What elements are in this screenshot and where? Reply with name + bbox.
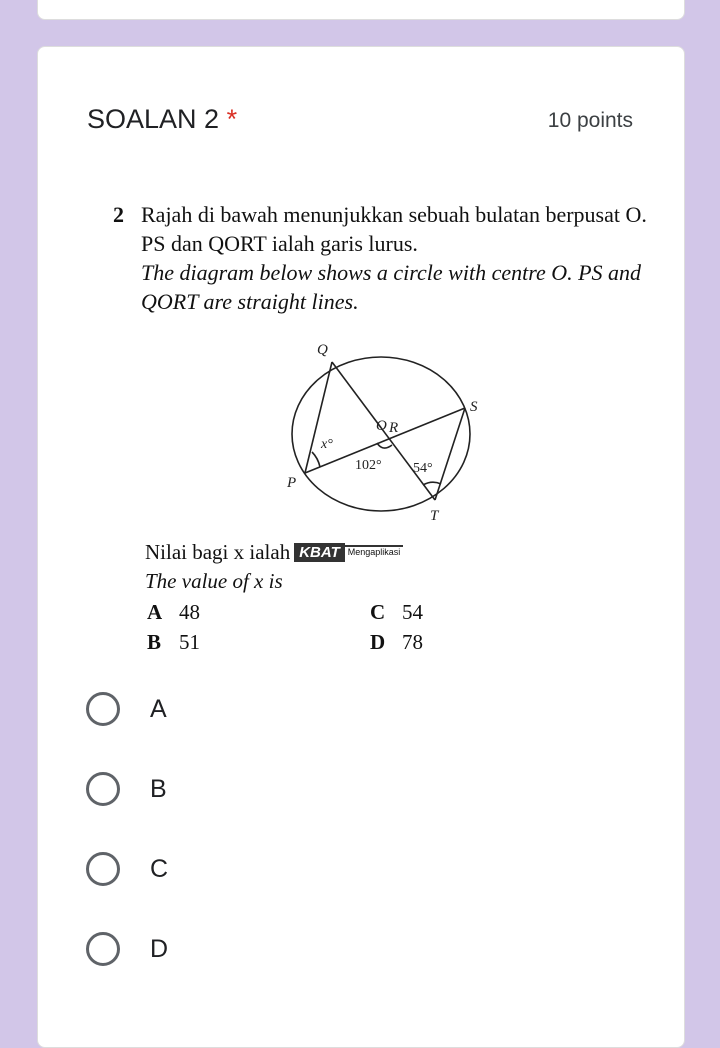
previous-card <box>37 0 685 20</box>
text-english: The diagram below shows a circle with centre O. PS and QORT are straight lines. <box>141 260 642 314</box>
option-label: A <box>150 694 167 723</box>
option-label: D <box>150 934 169 963</box>
question-number: 2 <box>113 202 124 227</box>
kbat-badge: KBAT <box>294 543 345 562</box>
option-C[interactable] <box>86 852 168 886</box>
choice-C: C 54 <box>370 600 423 624</box>
arc-x <box>312 452 320 467</box>
arc-54 <box>423 482 441 485</box>
choice-B: B 51 <box>147 630 200 654</box>
label-P: P <box>287 475 297 491</box>
label-R: R <box>389 420 399 436</box>
arc-102 <box>377 443 392 448</box>
label-O: O <box>376 418 387 434</box>
prompt-malay: Nilai bagi x ialah <box>145 540 291 564</box>
option-label: B <box>150 774 167 803</box>
points-label: 10 points <box>547 109 633 132</box>
radio-button[interactable] <box>86 692 120 726</box>
choice-D: D 78 <box>370 630 423 654</box>
radio-button[interactable] <box>86 932 120 966</box>
radio-button[interactable] <box>86 852 120 886</box>
option-B[interactable] <box>86 772 167 806</box>
question-title: SOALAN 2 * <box>87 104 238 134</box>
option-D[interactable] <box>86 932 168 966</box>
label-x: x° <box>321 437 333 452</box>
prompt-english: The value of x is <box>145 569 283 593</box>
option-A[interactable] <box>86 692 167 726</box>
label-T: T <box>430 508 439 524</box>
circle <box>292 357 470 511</box>
label-S: S <box>470 399 478 415</box>
option-label: C <box>150 854 169 883</box>
prompt <box>145 540 403 594</box>
text-malay: Rajah di bawah menunjukkan sebuah bulatan berpusat O. PS dan QORT ialah garis lurus. <box>141 202 647 256</box>
label-54: 54° <box>413 461 433 476</box>
required-mark: * <box>226 104 238 134</box>
radio-button[interactable] <box>86 772 120 806</box>
badge-sub: Mengaplikasi <box>345 545 404 557</box>
circle-diagram <box>270 330 490 530</box>
choice-A: A 48 <box>147 600 200 624</box>
label-102: 102° <box>355 458 382 473</box>
label-Q: Q <box>317 342 328 358</box>
line-ST <box>435 408 465 500</box>
question-text <box>113 200 653 316</box>
